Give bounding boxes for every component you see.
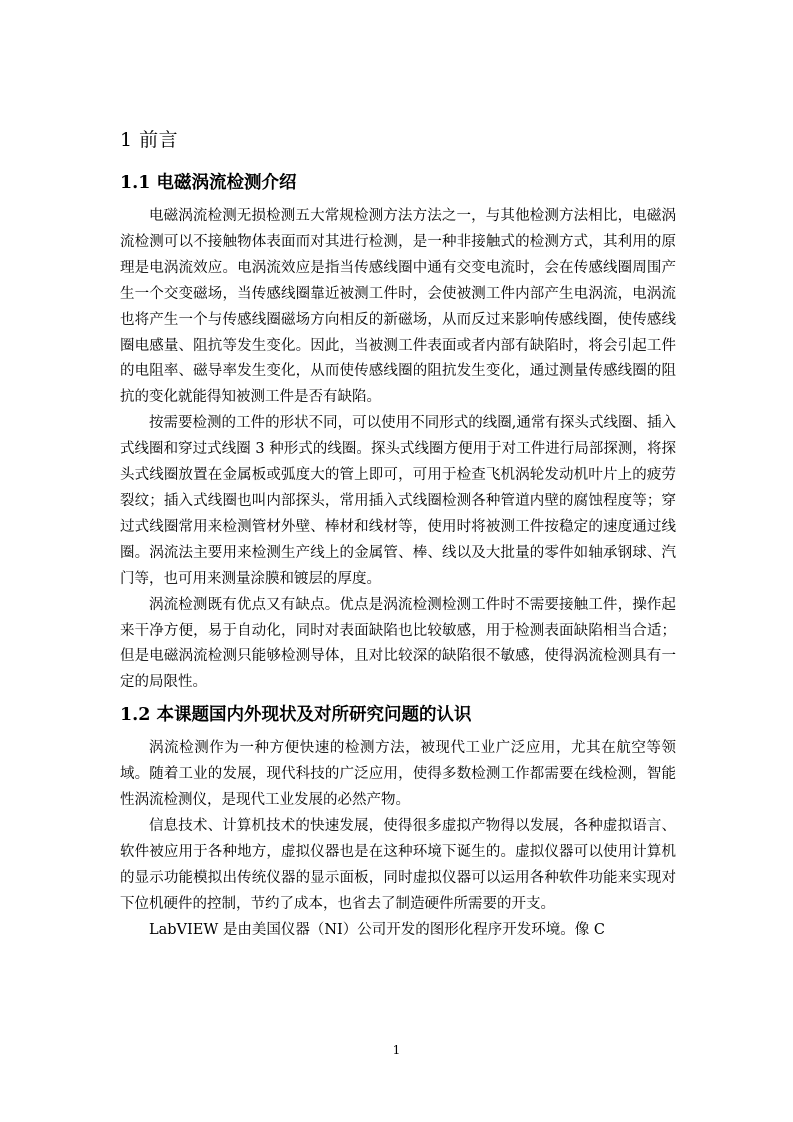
paragraph: 按需要检测的工件的形状不同，可以使用不同形式的线圈,通常有探头式线圈、插入式线圈和穿过式线圈 3 种形式的线圈。探头式线圈方便用于对工件进行局部探测，将探头式线圈放置在金属板或弧度大的管上即可，可用于检查飞机涡轮发动机叶片上的疲劳裂纹；插入式线圈也叫内部探头，常用插入式线圈检测各种管道内壁的腐蚀程度等；穿过式线圈常用来检测管材外壁、棒材和线材等，使用时将被测工件按稳定的速度通过线圈。涡流法主要用来检测生产线上的金属管、棒、线以及大批量的零件如轴承钢球、汽门等，也可用来测量涂膜和镀层的厚度。 bbox=[120, 415, 676, 587]
section-heading-1-1: 1.1 电磁涡流检测介绍 bbox=[120, 173, 297, 193]
page-content bbox=[120, 126, 676, 943]
paragraph: 电磁涡流检测无损检测五大常规检测方法方法之一，与其他检测方法相比，电磁涡流检测可以不接触物体表面而对其进行检测，是一种非接触式的检测方式，其利用的原理是电涡流效应。电涡流效应是指当传感线圈中通有交变电流时，会在传感线圈周围产生一个交变磁场，当传感线圈靠近被测工件时，会使被测工件内部产生电涡流，电涡流也将产生一个与传感线圈磁场方向相反的新磁场，从而反过来影响传感线圈，使传感线圈电感量、阻抗等发生变化。因此，当被测工件表面或者内部有缺陷时，将会引起工件的电阻率、磁导率发生变化，从而使传感线圈的阻抗发生变化，通过测量传感线圈的阻抗的变化就能得知被测工件是否有缺陷。 bbox=[120, 208, 676, 406]
paragraph: 涡流检测既有优点又有缺点。优点是涡流检测检测工件时不需要接触工件，操作起来干净方便，易于自动化，同时对表面缺陷也比较敏感，用于检测表面缺陷相当合适；但是电磁涡流检测只能够检测导体，且对比较深的缺陷很不敏感，使得涡流检测具有一定的局限性。 bbox=[120, 596, 676, 691]
paragraph: LabVIEW 是由美国仪器（NI）公司开发的图形化程序开发环境。像 C bbox=[149, 921, 605, 938]
chapter-heading: 1 前言 bbox=[120, 129, 179, 151]
paragraph: 涡流检测作为一种方便快速的检测方法，被现代工业广泛应用，尤其在航空等领域。随着工业的发展，现代科技的广泛应用，使得多数检测工作都需要在线检测，智能性涡流检测仪，是现代工业发展的必然产物。 bbox=[120, 740, 676, 809]
paragraph: 信息技术、计算机技术的快速发展，使得很多虚拟产物得以发展，各种虚拟语言、软件被应用于各种地方，虚拟仪器也是在这种环境下诞生的。虚拟仪器可以使用计算机的显示功能模拟出传统仪器的显示面板，同时虚拟仪器可以运用各种软件功能来实现对下位机硬件的控制，节约了成本，也省去了制造硬件所需要的开支。 bbox=[120, 817, 676, 912]
page-number: 1 bbox=[392, 1043, 401, 1057]
section-heading-1-2: 1.2 本课题国内外现状及对所研究问题的认识 bbox=[120, 705, 472, 726]
